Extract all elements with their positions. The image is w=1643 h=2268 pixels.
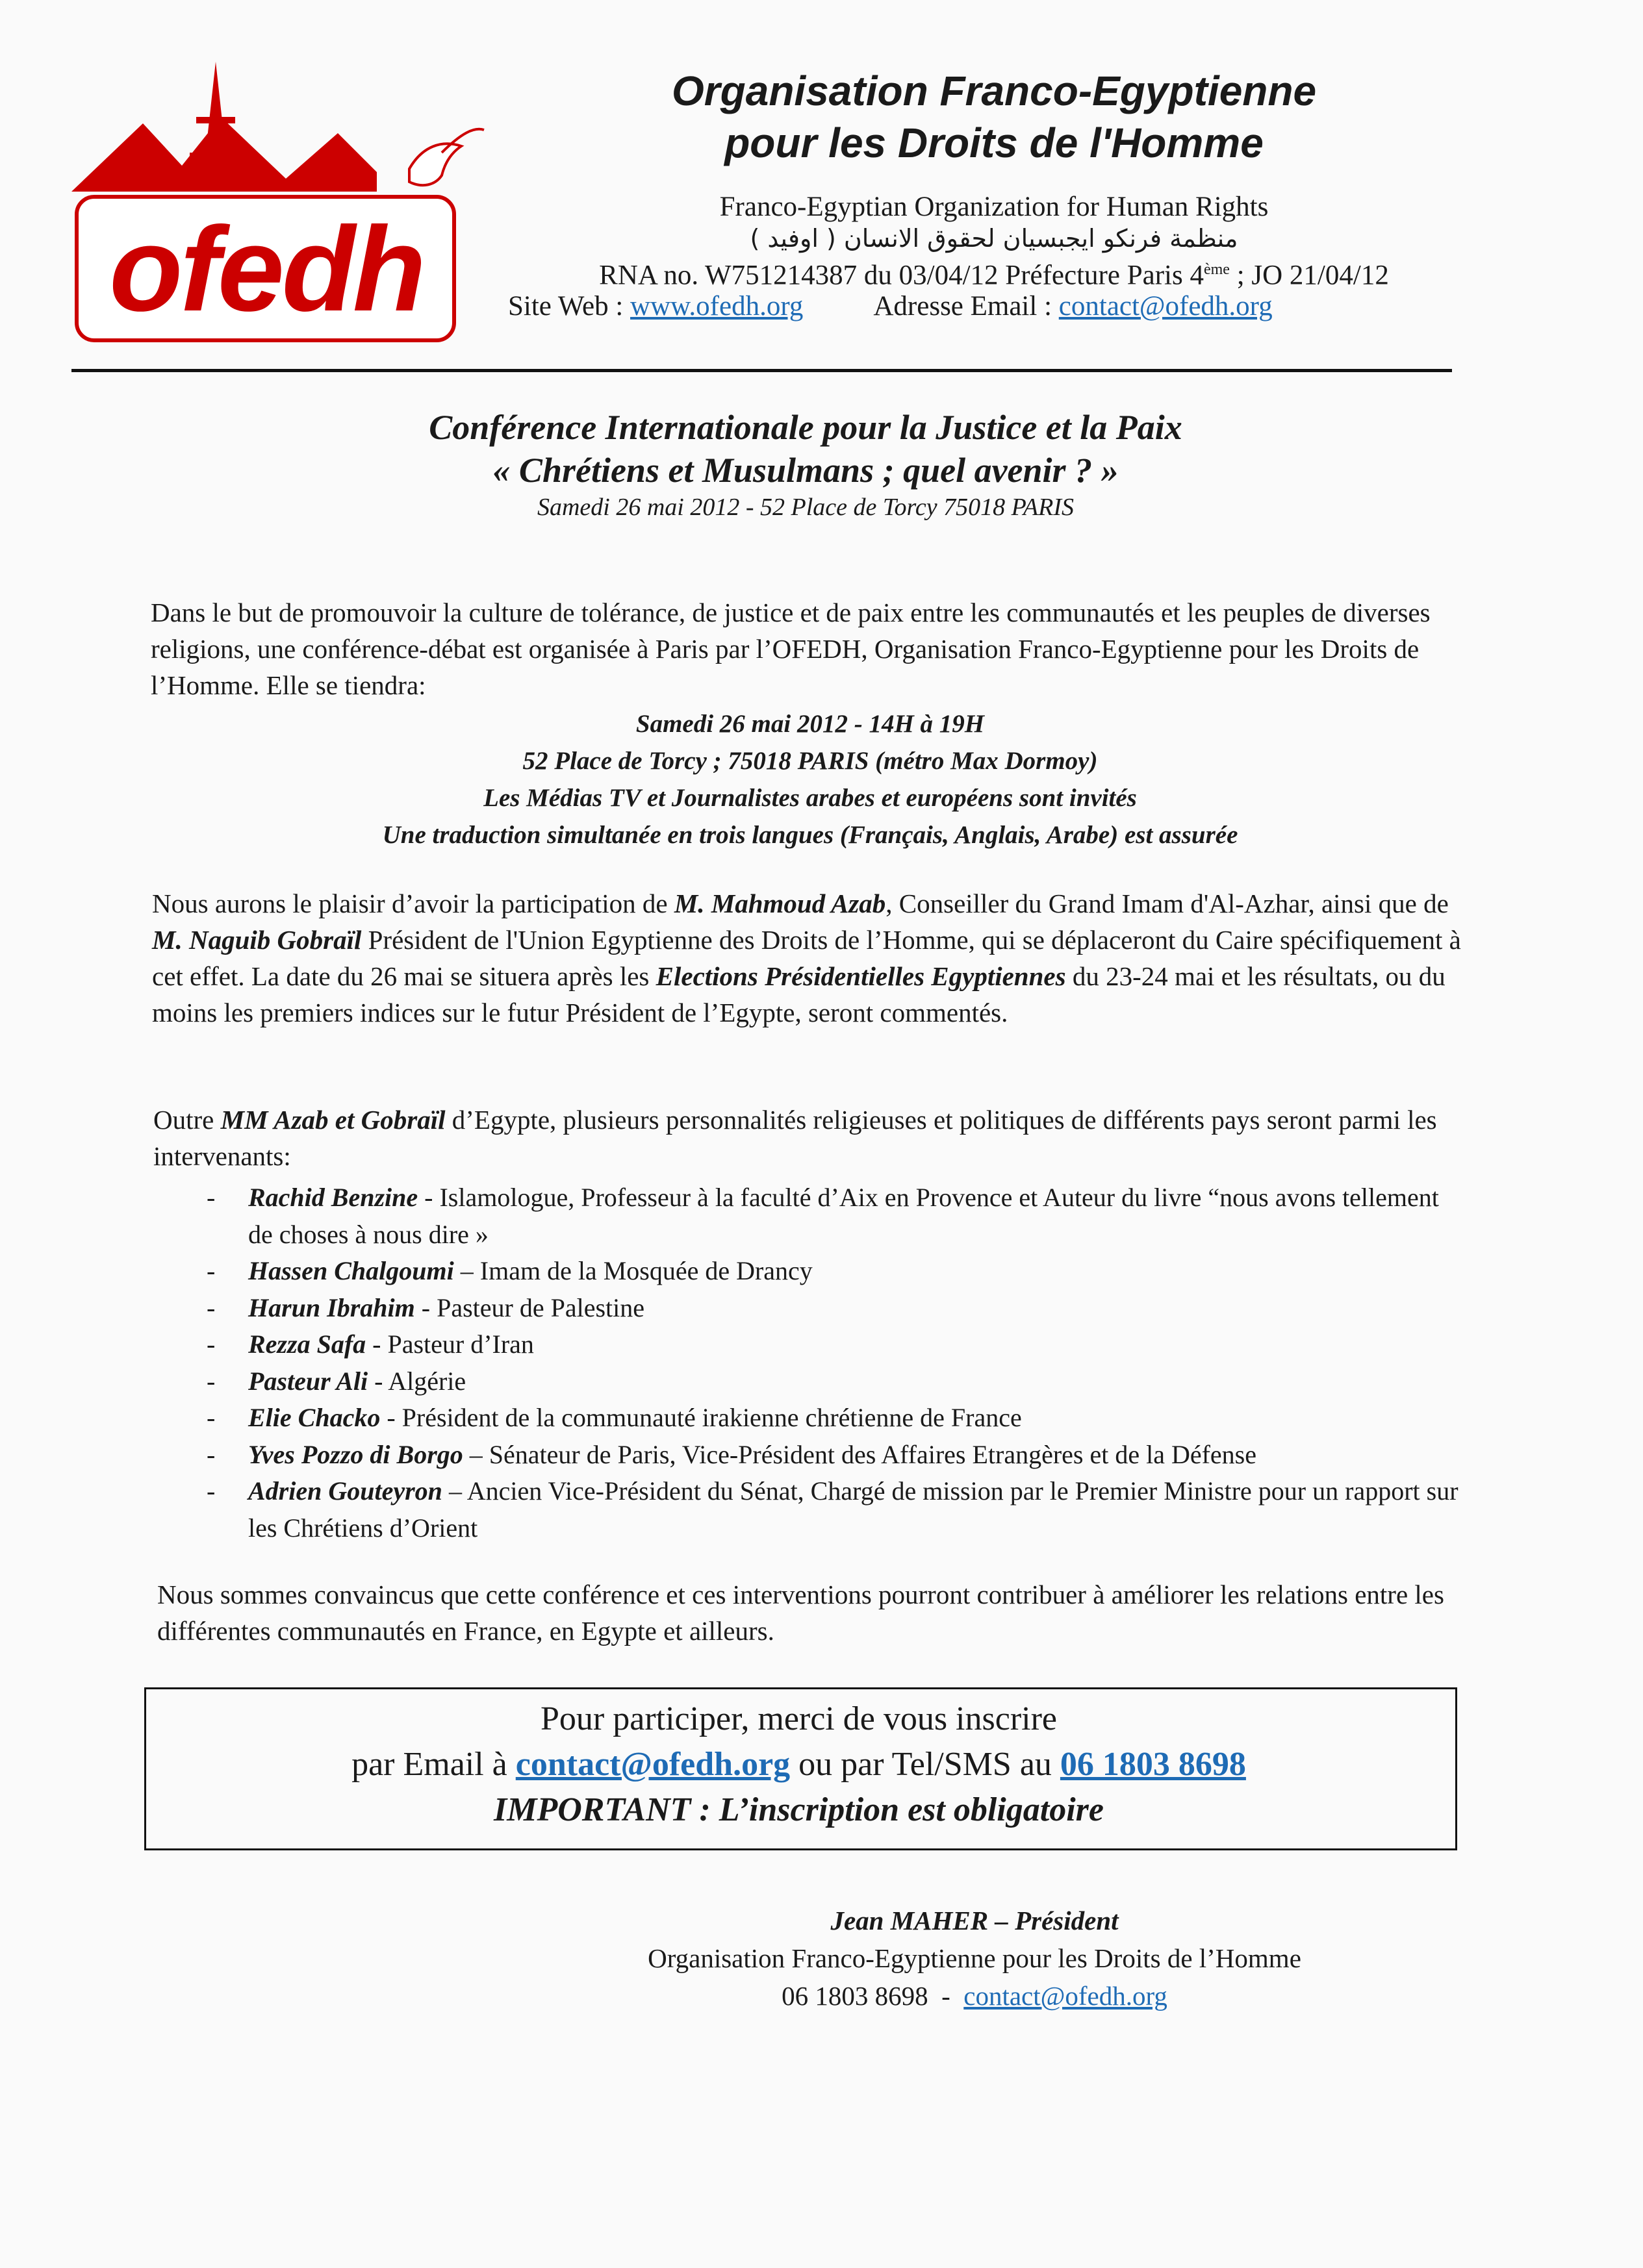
rna-jo: ; JO 21/04/12	[1229, 260, 1389, 291]
signature-block	[585, 1902, 1364, 2015]
part-text-c: Président de l'Union Egyptienne des Droits de l’Homme, qui se déplaceront du Caire spécifiquement à cet effet. La date du 26 mai se situera après les	[152, 925, 1461, 991]
registration-line2	[144, 1742, 1453, 1787]
others-names: MM Azab et Gobraïl	[220, 1105, 446, 1135]
registration-important: IMPORTANT : L’inscription est obligatoire	[494, 1791, 1104, 1828]
conference-subtitle: « Chrétiens et Musulmans ; quel avenir ? »	[492, 451, 1119, 490]
website-link[interactable]: www.ofedh.org	[630, 291, 804, 322]
org-arabic-name: منظمة فرنكو ايجبسيان لحقوق الانسان ( اوفيد )	[750, 224, 1238, 253]
org-title	[494, 65, 1494, 169]
list-item: - Adrien Gouteyron – Ancien Vice-Président du Sénat, Chargé de mission par le Premier Ministre pour un rapport sur les Chrétiens d’Orient	[207, 1476, 1458, 1543]
org-title-line1: Organisation Franco-Egyptienne	[671, 68, 1317, 114]
reg-tel-label: ou par Tel/SMS au	[790, 1746, 1060, 1783]
logo-wordmark: ofedh	[109, 203, 424, 336]
rna-sup: ème	[1203, 261, 1230, 278]
speaker-name: Hassen Chalgoumi	[248, 1256, 454, 1285]
elections-label: Elections Présidentielles Egyptiennes	[656, 961, 1066, 991]
speaker-name: Yves Pozzo di Borgo	[248, 1439, 463, 1469]
event-details	[151, 705, 1470, 853]
list-item: - Rezza Safa - Pasteur d’Iran	[207, 1329, 534, 1359]
registration-text	[144, 1696, 1453, 1833]
others-text-b: d’Egypte, plusieurs personnalités religieuses et politiques de différents pays seront parmi les intervenants:	[153, 1105, 1437, 1171]
rna-text: RNA no. W751214387 du 03/04/12 Préfecture Paris 4	[599, 260, 1204, 291]
speaker-desc: – Sénateur de Paris, Vice-Président des Affaires Etrangères et de la Défense	[463, 1439, 1256, 1469]
registration-email-link[interactable]: contact@ofedh.org	[515, 1746, 791, 1783]
org-english-name: Franco-Egyptian Organization for Human Rights	[719, 192, 1269, 222]
header-email-link[interactable]: contact@ofedh.org	[1058, 291, 1273, 322]
list-item: - Harun Ibrahim - Pasteur de Palestine	[207, 1292, 645, 1322]
part-text-d: du 23-24 mai et les résultats, ou du moins les premiers indices sur le futur Président de l’Egypte, seront commentés.	[152, 961, 1446, 1027]
list-item: - Hassen Chalgoumi – Imam de la Mosquée de Drancy	[207, 1256, 813, 1285]
signatory-org: Organisation Franco-Egyptienne pour les Droits de l’Homme	[648, 1943, 1301, 1973]
signatory-email-link[interactable]: contact@ofedh.org	[963, 1981, 1167, 2011]
detail-translation: Une traduction simultanée en trois langues (Français, Anglais, Arabe) est assurée	[382, 821, 1238, 849]
speaker-name: Rachid Benzine	[248, 1183, 418, 1212]
speaker-azab: M. Mahmoud Azab	[674, 888, 886, 918]
intro-paragraph: Dans le but de promouvoir la culture de tolérance, de justice et de paix entre les communautés et les peuples de diverses religions, une conférence-débat est organisée à Paris par l’OFEDH, Organisation Franco-Egyptienne pour les Droits de l’Homme. Elle se tiendra:	[151, 598, 1431, 700]
detail-date: Samedi 26 mai 2012 - 14H à 19H	[635, 710, 985, 738]
speaker-desc: - Islamologue, Professeur à la faculté d’Aix en Provence et Auteur du livre “nous avons tellement de choses à nous dire »	[248, 1183, 1439, 1249]
conclusion-paragraph: Nous sommes convaincus que cette conférence et ces interventions pourront contribuer à améliorer les relations entre les différentes communautés en France, en Egypte et ailleurs.	[157, 1580, 1444, 1646]
detail-address: 52 Place de Torcy ; 75018 PARIS (métro Max Dormoy)	[522, 747, 1098, 775]
speaker-desc: - Algérie	[368, 1366, 466, 1396]
part-text-b: , Conseiller du Grand Imam d'Al-Azhar, ainsi que de	[885, 888, 1449, 918]
org-title-line2: pour les Droits de l'Homme	[724, 120, 1264, 166]
signatory-phone: 06 1803 8698	[782, 1981, 928, 2011]
others-paragraph	[153, 1102, 1472, 1174]
list-item: - Elie Chacko - Président de la communauté irakienne chrétienne de France	[207, 1403, 1022, 1432]
signatory-contact	[585, 1977, 1364, 2015]
email-label: Adresse Email :	[873, 291, 1059, 322]
speaker-name: Rezza Safa	[248, 1329, 366, 1359]
speaker-desc: - Pasteur d’Iran	[366, 1329, 534, 1359]
header-divider	[71, 369, 1452, 372]
reg-email-label: par Email à	[351, 1746, 516, 1783]
speaker-desc: - Pasteur de Palestine	[414, 1292, 645, 1322]
speaker-desc: - Président de la communauté irakienne chrétienne de France	[380, 1403, 1022, 1432]
registration-line1: Pour participer, merci de vous inscrire	[541, 1700, 1057, 1737]
list-item: - Pasteur Ali - Algérie	[207, 1366, 466, 1396]
speaker-name: Harun Ibrahim	[248, 1292, 415, 1322]
registration-phone-link[interactable]: 06 1803 8698	[1060, 1746, 1246, 1783]
speaker-name: Adrien Gouteyron	[248, 1476, 442, 1506]
contact-line	[494, 291, 1494, 322]
list-item: - Rachid Benzine - Islamologue, Professeur à la faculté d’Aix en Provence et Auteur du livre “nous avons tellement de choses à nous dire »	[207, 1183, 1439, 1249]
speaker-list	[201, 1179, 1462, 1546]
conference-date-place: Samedi 26 mai 2012 - 52 Place de Torcy 75018 PARIS	[537, 494, 1075, 521]
speaker-gobrail: M. Naguib Gobraïl	[152, 925, 362, 955]
detail-media: Les Médias TV et Journalistes arabes et européens sont invités	[483, 784, 1137, 812]
org-info	[494, 192, 1494, 322]
list-item: - Yves Pozzo di Borgo – Sénateur de Paris, Vice-Président des Affaires Etrangères et de la Défense	[207, 1439, 1256, 1469]
speaker-name: Elie Chacko	[248, 1403, 381, 1432]
part-text-a: Nous aurons le plaisir d’avoir la participation de	[152, 888, 674, 918]
conference-heading	[162, 406, 1449, 523]
speaker-desc: – Imam de la Mosquée de Drancy	[453, 1256, 813, 1285]
signatory-sep: -	[928, 1981, 964, 2011]
conference-title: Conférence Internationale pour la Justice et la Paix	[429, 408, 1182, 447]
speaker-desc: – Ancien Vice-Président du Sénat, Chargé de mission par le Premier Ministre pour un rapport sur les Chrétiens d’Orient	[248, 1476, 1458, 1543]
rna-line	[494, 254, 1494, 291]
others-text-a: Outre	[153, 1105, 221, 1135]
site-label: Site Web :	[508, 291, 631, 322]
speaker-name: Pasteur Ali	[248, 1366, 368, 1396]
participation-paragraph	[152, 885, 1471, 1031]
signatory-name: Jean MAHER – Président	[830, 1906, 1119, 1935]
